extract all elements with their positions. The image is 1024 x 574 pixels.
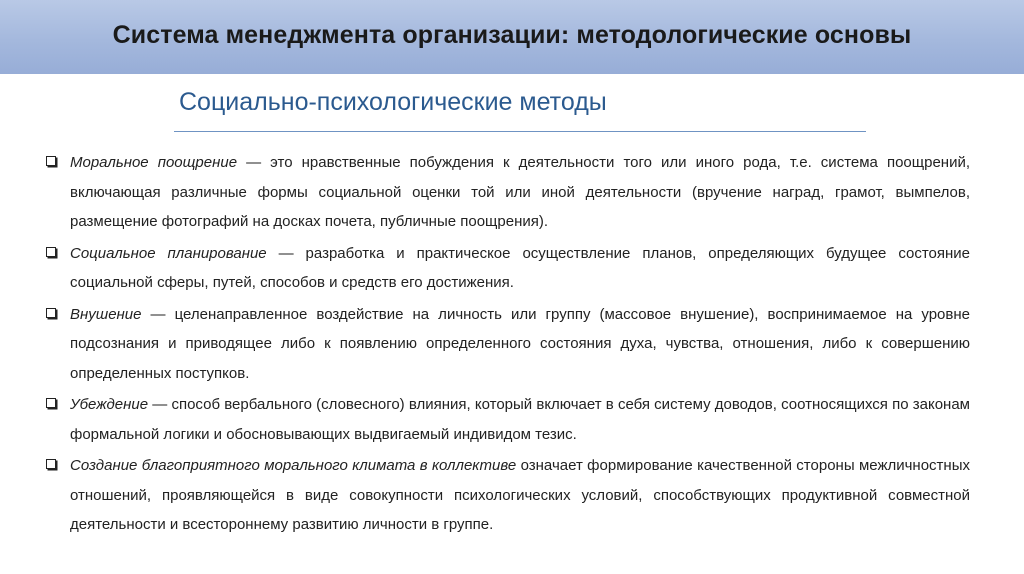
section-subtitle: Социально-психологические методы xyxy=(179,88,607,116)
list-item-persuasion xyxy=(46,390,970,449)
list-item-suggestion xyxy=(46,300,970,389)
item-text: — целенаправленное воздействие на личность или группу (массовое внушение), воспринимаемое на уровне подсознания и приводящее либо к появлению определенного состояния духа, чувства, отношения, либо к совершению определенных поступков. xyxy=(70,305,970,382)
slide-title: Система менеджмента организации: методологические основы xyxy=(112,20,912,49)
item-term: Создание благоприятного морального климата в коллективе xyxy=(70,457,517,474)
item-term: Моральное поощрение xyxy=(70,154,238,171)
checkbox-bullet-icon xyxy=(46,156,56,166)
slide-header xyxy=(0,0,1024,74)
subtitle-underline xyxy=(174,131,866,132)
item-text: означает формирование качественной стороны межличностных отношений, проявляющейся в виде совокупности психологических условий, способствующих продуктивной совместной деятельности и всестороннему развитию личности в группе. xyxy=(70,457,970,533)
item-text: — это нравственные побуждения к деятельности того или иного рода, т.е. система поощрений, включающая различные формы социальной оценки той или иной деятельности (вручение наград, грамот, вымпелов, размещение фотографий на досках почета, публичные поощрения). xyxy=(70,154,970,230)
item-term: Убеждение xyxy=(70,396,149,413)
item-text: — способ вербального (словесного) влияния, который включает в себя систему доводов, соотносящихся по законам формальной логики и обосновывающих выдвигаемый индивидом тезис. xyxy=(70,396,970,443)
item-term: Внушение xyxy=(70,305,142,323)
checkbox-bullet-icon xyxy=(46,398,56,408)
methods-list xyxy=(46,148,970,542)
item-term: Социальное планирование xyxy=(70,244,267,262)
checkbox-bullet-icon xyxy=(46,459,56,469)
checkbox-bullet-icon xyxy=(46,247,56,257)
list-item-social-planning xyxy=(46,239,970,298)
list-item-moral-climate xyxy=(46,451,970,540)
list-item-moral-encouragement xyxy=(46,148,970,237)
item-text: — разработка и практическое осуществление планов, определяющих будущее состояние социальной сферы, путей, способов и средств его достижения. xyxy=(70,244,971,291)
checkbox-bullet-icon xyxy=(46,308,56,318)
